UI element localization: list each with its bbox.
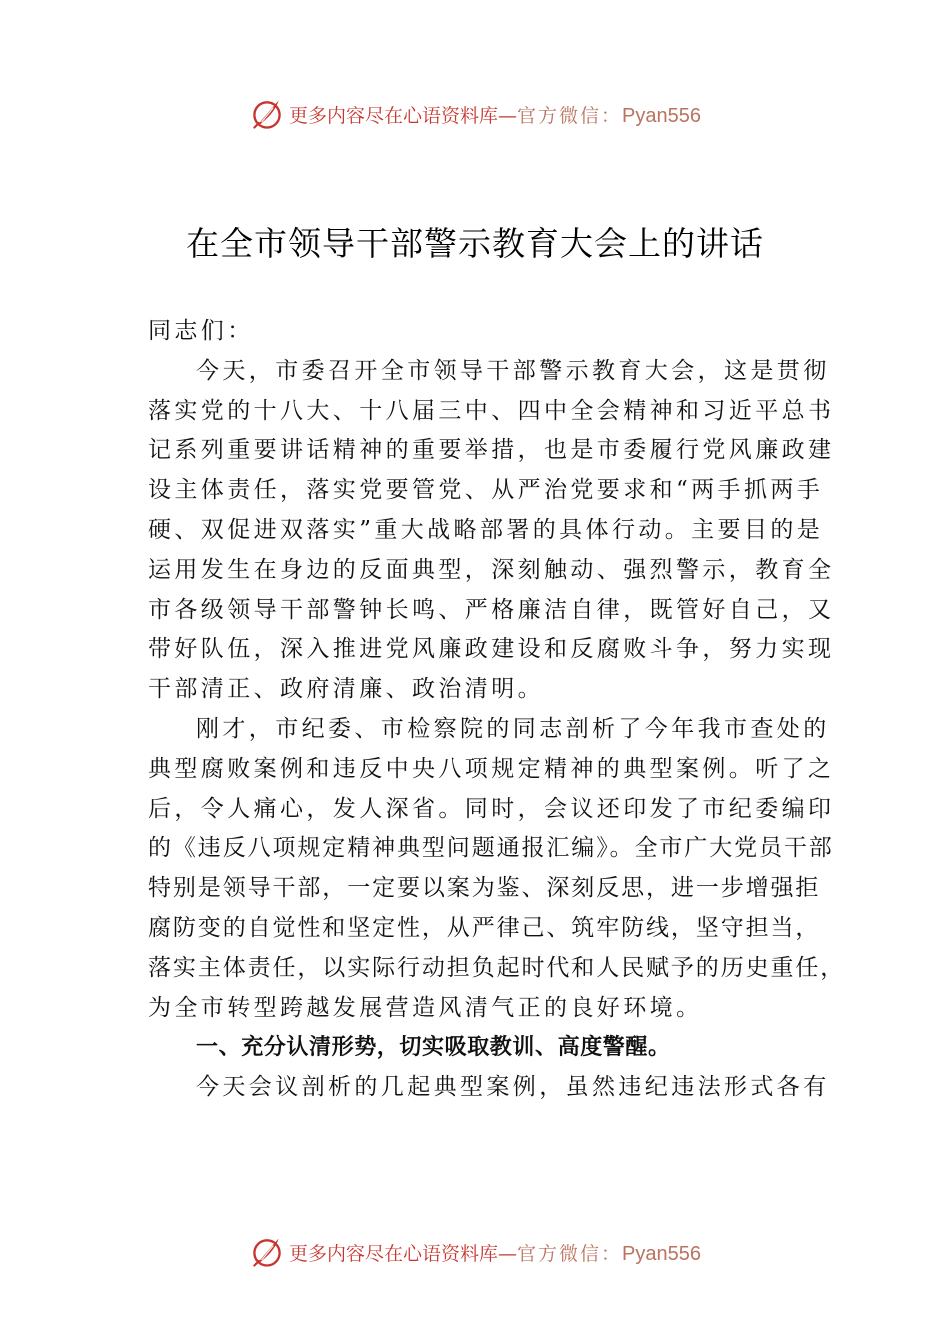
paragraph-line: 今天会议剖析的几起典型案例，虽然违纪违法形式各有	[196, 1074, 830, 1101]
paragraph-line: 的《违反八项规定精神典型问题通报汇编》。全市广大党员干部	[148, 835, 834, 862]
paragraph-line: 带好队伍，深入推进党风廉政建设和反腐败斗争，努力实现	[148, 636, 835, 663]
paragraph-line: 记系列重要讲话精神的重要举措，也是市委履行党风廉政建	[148, 437, 835, 464]
paragraph-line: 今天，市委召开全市领导干部警示教育大会，这是贯彻	[196, 357, 830, 384]
paragraph-line: 落实党的十八大、十八届三中、四中全会精神和习近平总书	[148, 397, 835, 424]
watermark-site-name: 更多内容尽在心语资料库	[289, 104, 499, 127]
section-heading: 一、充分认清形势，切实吸取教训、高度警醒。	[196, 1035, 671, 1061]
paragraph-line: 后，令人痛心，发人深省。同时，会议还印发了市纪委编印	[148, 795, 835, 822]
document-title: 在全市领导干部警示教育大会上的讲话	[186, 224, 764, 263]
paragraph-line: 落实主体责任，以实际行动担负起时代和人民赋予的历史重任，	[148, 954, 846, 981]
watermark-wechat-id: Pyan556	[622, 1242, 701, 1265]
paragraph-line: 设主体责任，落实党要管党、从严治党要求和“两手抓两手	[148, 477, 824, 504]
paragraph-line: 特别是领导干部，一定要以案为鉴、深刻反思，进一步增强拒	[148, 875, 821, 902]
watermark-wechat-label: 官方微信：	[517, 104, 623, 127]
watermark-text	[289, 101, 701, 128]
watermark-dash: —	[498, 104, 518, 127]
watermark-wechat-id: Pyan556	[622, 104, 701, 127]
paragraph-line: 干部清正、政府清廉、政治清明。	[148, 676, 544, 703]
salutation: 同志们：	[148, 318, 254, 344]
paragraph-line: 市各级领导干部警钟长鸣、严格廉洁自律，既管好自己，又	[148, 596, 835, 623]
document-body	[148, 312, 846, 1108]
watermark-footer	[0, 1232, 950, 1272]
paragraph-line: 典型腐败案例和违反中央八项规定精神的典型案例。听了之	[148, 755, 835, 782]
paragraph-line: 刚才，市纪委、市检察院的同志剖析了今年我市查处的	[196, 715, 830, 742]
quill-pen-logo-icon	[249, 1234, 285, 1270]
paragraph-line: 运用发生在身边的反面典型，深刻触动、强烈警示，教育全	[148, 556, 835, 583]
watermark-dash: —	[498, 1242, 518, 1265]
paragraph-line: 腐防变的自觉性和坚定性，从严律己、筑牢防线，坚守担当，	[148, 914, 821, 941]
paragraph-line: 为全市转型跨越发展营造风清气正的良好环境。	[148, 994, 703, 1021]
paragraph-line: 硬、双促进双落实”重大战略部署的具体行动。主要目的是	[148, 516, 824, 543]
watermark-site-name: 更多内容尽在心语资料库	[289, 1242, 499, 1265]
watermark-text	[289, 1239, 701, 1266]
quill-pen-logo-icon	[249, 96, 285, 132]
watermark-header	[0, 94, 950, 134]
watermark-wechat-label: 官方微信：	[517, 1242, 623, 1265]
